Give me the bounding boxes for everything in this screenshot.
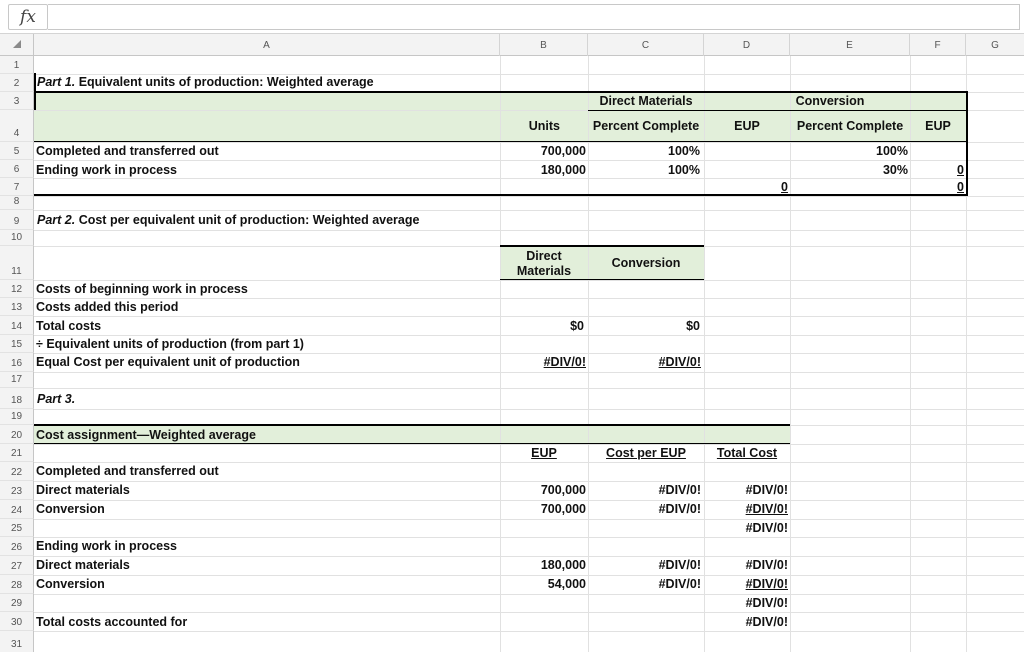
part1-units-label[interactable]: Units	[528, 119, 560, 133]
column-header-b[interactable]: B	[500, 34, 588, 56]
row-header[interactable]: 25	[0, 519, 34, 537]
part3-ending-total[interactable]: #DIV/0!	[745, 596, 788, 610]
part3-total-cell[interactable]: #DIV/0!	[745, 558, 788, 572]
row-header[interactable]: 3	[0, 92, 34, 110]
part3-section-title[interactable]: Cost assignment—Weighted average	[36, 428, 256, 442]
column-header-bar	[0, 34, 1024, 56]
part1-dm-pct-cell[interactable]: 100%	[668, 163, 700, 177]
row-header[interactable]: 20	[0, 425, 34, 444]
part3-cpe-cell[interactable]: #DIV/0!	[658, 558, 701, 572]
part3-cpe-cell[interactable]: #DIV/0!	[658, 577, 701, 591]
part1-conv-pct-cell[interactable]: 100%	[876, 144, 908, 158]
part1-row-label[interactable]: Completed and transferred out	[36, 144, 219, 158]
part1-dm-eup-total[interactable]: 0	[781, 180, 788, 194]
row-header[interactable]: 18	[0, 388, 34, 409]
part3-ending-label[interactable]: Ending work in process	[36, 539, 177, 553]
row-header[interactable]: 1	[0, 56, 34, 74]
part3-cpe-cell[interactable]: #DIV/0!	[658, 483, 701, 497]
part2-conv-header[interactable]: Conversion	[611, 256, 681, 270]
part2-dm-cost-per-eup[interactable]: #DIV/0!	[543, 355, 586, 369]
column-header-e[interactable]: E	[790, 34, 910, 56]
row-header[interactable]: 29	[0, 594, 34, 612]
part3-grand-label[interactable]: Total costs accounted for	[36, 615, 188, 629]
part1-row-label[interactable]: Ending work in process	[36, 163, 177, 177]
part1-conv-header[interactable]: Conversion	[795, 94, 865, 108]
row-header[interactable]: 12	[0, 280, 34, 298]
part1-conv-eup-label[interactable]: EUP	[925, 119, 951, 133]
part3-total-cell[interactable]: #DIV/0!	[745, 577, 788, 591]
row-header[interactable]: 9	[0, 210, 34, 230]
part1-dm-pct-cell[interactable]: 100%	[668, 144, 700, 158]
column-header-d[interactable]: D	[704, 34, 790, 56]
part1-conv-pct-cell[interactable]: 30%	[882, 163, 908, 177]
row-header[interactable]: 11	[0, 246, 34, 280]
part3-eup-cell[interactable]: 54,000	[547, 577, 586, 591]
column-header-g[interactable]: G	[991, 39, 999, 51]
part2-title-rest: Cost per equivalent unit of production: Weighted average	[75, 213, 420, 227]
select-all-triangle-icon	[13, 40, 21, 48]
part3-cpe-cell[interactable]: #DIV/0!	[658, 502, 701, 516]
part1-dm-pct-label[interactable]: Percent Complete	[592, 119, 700, 133]
row-header[interactable]: 16	[0, 353, 34, 372]
part2-conv-cost-per-eup[interactable]: #DIV/0!	[658, 355, 701, 369]
row-header[interactable]: 22	[0, 462, 34, 481]
column-header-c[interactable]: C	[588, 34, 704, 56]
part3-completed-total[interactable]: #DIV/0!	[745, 521, 788, 535]
row-header[interactable]: 30	[0, 612, 34, 631]
part2-title[interactable]	[37, 212, 419, 228]
part1-title-italic: Part 1.	[37, 75, 76, 89]
function-icon[interactable]: fx	[8, 4, 48, 30]
row-header[interactable]: 14	[0, 316, 34, 335]
part3-eup-cell[interactable]: 180,000	[540, 558, 586, 572]
row-header[interactable]: 5	[0, 142, 34, 160]
row-header[interactable]: 28	[0, 575, 34, 594]
row-header[interactable]: 19	[0, 409, 34, 425]
part3-cost-per-eup-header[interactable]: Cost per EUP	[606, 446, 686, 460]
part1-units-cell[interactable]: 180,000	[540, 163, 586, 177]
formula-input[interactable]	[48, 4, 1020, 30]
part2-conv-total-cell[interactable]: $0	[686, 319, 700, 333]
part1-conv-pct-label[interactable]: Percent Complete	[796, 119, 904, 133]
part2-row-label[interactable]: Equal Cost per equivalent unit of production	[36, 355, 300, 369]
row-header[interactable]: 13	[0, 298, 34, 316]
row-header[interactable]: 24	[0, 500, 34, 519]
part3-total-cell[interactable]: #DIV/0!	[745, 502, 788, 516]
row-header[interactable]: 7	[0, 178, 34, 196]
part3-row-label[interactable]: Conversion	[36, 577, 105, 591]
part1-units-cell[interactable]: 700,000	[540, 144, 586, 158]
row-header[interactable]: 17	[0, 372, 34, 388]
part3-total-cell[interactable]: #DIV/0!	[745, 483, 788, 497]
row-header[interactable]: 23	[0, 481, 34, 500]
column-header-a[interactable]: A	[34, 34, 500, 56]
row-header[interactable]: 2	[0, 74, 34, 92]
row-header[interactable]: 10	[0, 230, 34, 246]
part1-title[interactable]	[37, 74, 374, 90]
part2-dm-header-line2[interactable]: Materials	[516, 264, 572, 278]
part2-dm-total-cell[interactable]: $0	[570, 319, 584, 333]
part3-grand-total[interactable]: #DIV/0!	[745, 615, 788, 629]
part3-eup-cell[interactable]: 700,000	[540, 483, 586, 497]
row-header[interactable]: 8	[0, 196, 34, 210]
row-header[interactable]: 21	[0, 444, 34, 462]
part3-row-label[interactable]: Direct materials	[36, 558, 130, 572]
row-header[interactable]: 6	[0, 160, 34, 178]
part1-conv-eup-cell[interactable]: 0	[957, 163, 964, 177]
part2-row-label[interactable]: ÷ Equivalent units of production (from part 1)	[36, 337, 304, 351]
part3-total-cost-header[interactable]: Total Cost	[716, 446, 778, 460]
part3-row-label[interactable]: Conversion	[36, 502, 105, 516]
part3-completed-label[interactable]: Completed and transferred out	[36, 464, 219, 478]
part2-dm-header-line1[interactable]: Direct	[526, 249, 562, 263]
part2-title-italic: Part 2.	[37, 213, 76, 227]
part1-dm-eup-label[interactable]: EUP	[734, 119, 760, 133]
part1-dm-header[interactable]: Direct Materials	[599, 94, 693, 108]
row-header[interactable]: 31	[0, 631, 34, 652]
part1-conv-eup-total[interactable]: 0	[957, 180, 964, 194]
row-header[interactable]: 15	[0, 335, 34, 353]
part2-row-label[interactable]: Costs added this period	[36, 300, 179, 314]
row-header[interactable]: 4	[0, 110, 34, 142]
row-header[interactable]: 26	[0, 537, 34, 556]
row-header[interactable]: 27	[0, 556, 34, 575]
part2-row-label[interactable]: Costs of beginning work in process	[36, 282, 248, 296]
part3-eup-header[interactable]: EUP	[531, 446, 557, 460]
part1-title-rest: Equivalent units of production: Weighted average	[75, 75, 374, 89]
part3-eup-cell[interactable]: 700,000	[540, 502, 586, 516]
column-header-f[interactable]: F	[910, 34, 966, 56]
part3-row-label[interactable]: Direct materials	[36, 483, 130, 497]
part2-row-label[interactable]: Total costs	[36, 319, 102, 333]
part3-title[interactable]: Part 3.	[37, 392, 76, 406]
